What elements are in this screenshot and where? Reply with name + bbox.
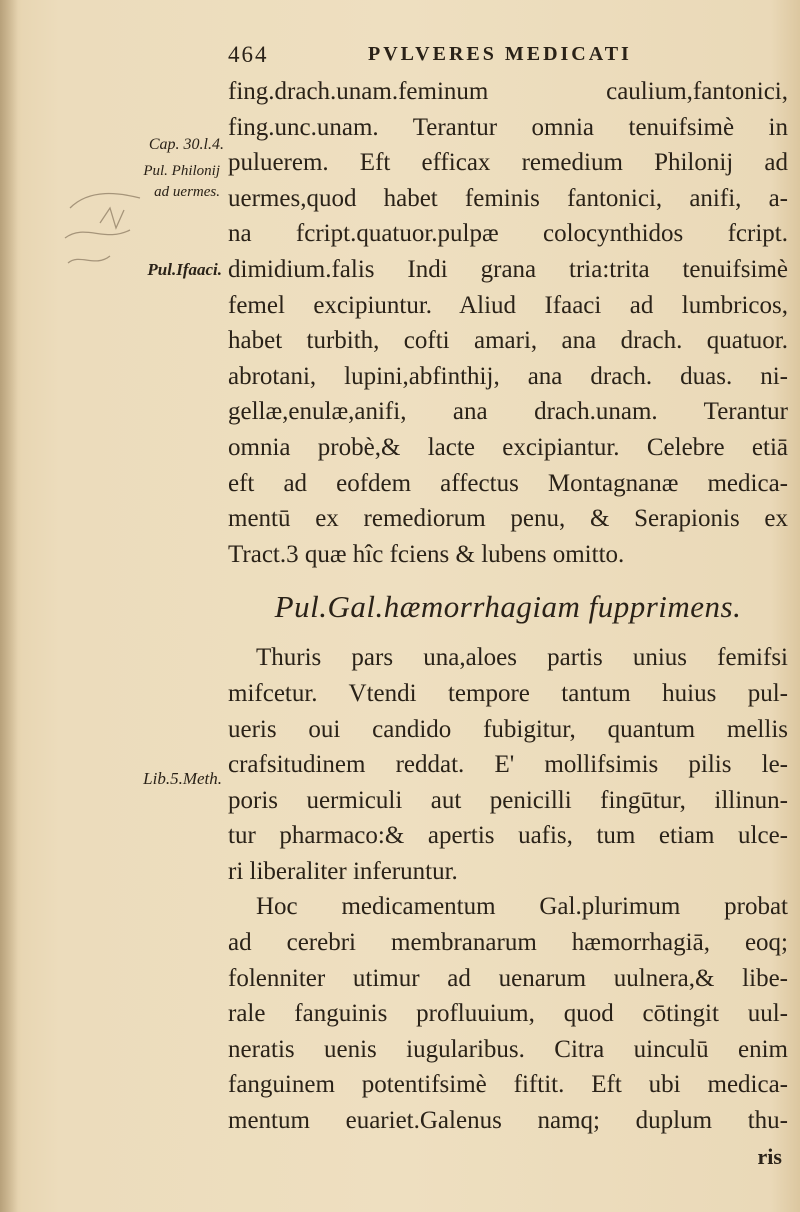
margin-note-lib: Lib.5.Meth. bbox=[143, 769, 222, 788]
margin-note-cap: Cap. 30.l.4. bbox=[148, 136, 224, 153]
text-line: Hoc medicamentum Gal.plurimum probat bbox=[256, 893, 788, 921]
text-line: Thuris pars una,aloes partis unius femifsi bbox=[256, 644, 788, 672]
margin-note-ad-uermes: ad uermes. bbox=[154, 184, 220, 200]
catchword: ris bbox=[757, 1143, 782, 1169]
text-line: poris uermiculi aut penicilli fingūtur, illinun- bbox=[228, 786, 788, 814]
text-line: neratis uenis iugularibus. Citra uinculū enim bbox=[228, 1035, 788, 1063]
text-line: femel excipiuntur. Aliud Ifaaci ad lumbricos, bbox=[228, 291, 788, 319]
text-line: uermes,quod habet feminis fantonici, anifi, a- bbox=[228, 184, 788, 212]
text-line: folenniter utimur ad uenarum uulnera,& libe- bbox=[228, 964, 788, 992]
running-title: PVLVERES MEDICATI bbox=[368, 43, 632, 65]
text-line: puluerem. Eft efficax remedium Philonij ad bbox=[228, 149, 788, 177]
text-line: fanguinem potentifsimè fiftit. Eft ubi medica- bbox=[228, 1071, 788, 1099]
text-line: mentū ex remediorum penu, & Serapionis ex bbox=[228, 505, 788, 533]
text-line: Tract.3 quæ hîc fciens & lubens omitto. bbox=[228, 540, 625, 568]
text-line: crafsitudinem reddat. E' mollifsimis pilis le- bbox=[228, 751, 788, 779]
text-line: ueris oui candido fubigitur, quantum mellis bbox=[228, 715, 788, 743]
text-line: omnia probè,& lacte excipiantur. Celebre etiā bbox=[228, 433, 788, 461]
text-line: fing.drach.unam.feminum caulium,fantonici, bbox=[228, 78, 788, 105]
page-header bbox=[228, 42, 788, 76]
margin-note-isaaci: Pul.Ifaaci. bbox=[147, 260, 222, 279]
text-line: ri liberaliter inferuntur. bbox=[228, 857, 458, 885]
text-line: gellæ,enulæ,anifi, ana drach.unam. Terantur bbox=[228, 398, 788, 426]
text-line: eft ad eofdem affectus Montagnanæ medica- bbox=[228, 469, 788, 497]
text-line: mifcetur. Vtendi tempore tantum huius pul- bbox=[228, 679, 788, 707]
gutter-shadow bbox=[0, 0, 18, 1212]
section-heading: Pul.Gal.hæmorrhagiam fupprimens. bbox=[274, 589, 742, 625]
text-line: abrotani, lupini,abfinthij, ana drach. duas. ni- bbox=[228, 362, 788, 390]
text-line: habet turbith, cofti amari, ana drach. quatuor. bbox=[228, 327, 788, 355]
text-line: rale fanguinis profluuium, quod cōtingit uul- bbox=[228, 1000, 788, 1028]
text-line: ad cerebri membranarum hæmorrhagiā, eoq; bbox=[228, 929, 788, 957]
margin-note-philonij: Pul. Philonij bbox=[143, 163, 220, 179]
text-line: na fcript.quatuor.pulpæ colocynthidos fcript. bbox=[228, 220, 788, 248]
text-line: dimidium.falis Indi grana tria:trita tenuifsimè bbox=[228, 255, 788, 283]
page-number: 464 bbox=[228, 42, 269, 67]
text-line: fing.unc.unam. Terantur omnia tenuifsimè in bbox=[228, 113, 788, 141]
text-body bbox=[228, 74, 788, 1174]
text-line: tur pharmaco:& apertis uafis, tum etiam ulce- bbox=[228, 822, 788, 850]
text-line: mentum euariet.Galenus namq; duplum thu- bbox=[228, 1107, 788, 1135]
